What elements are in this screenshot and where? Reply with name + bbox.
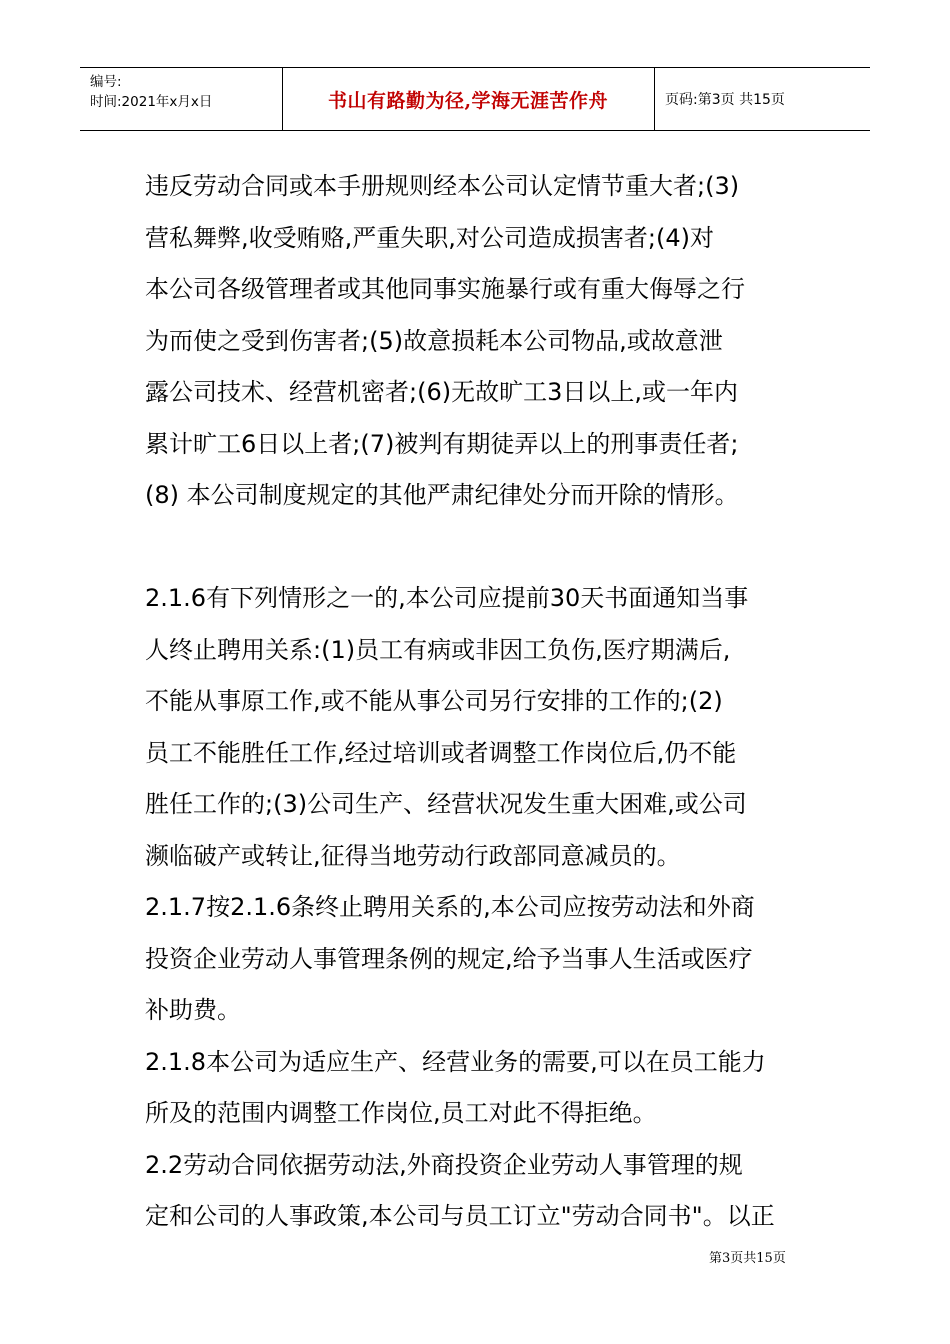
text-line: 补助费。 [145, 996, 241, 1024]
page-header [80, 67, 870, 131]
text-line: 2.1.6有下列情形之一的,本公司应提前30天书面通知当事 [145, 584, 749, 612]
text-line: 营私舞弊,收受贿赂,严重失职,对公司造成损害者;(4)对 [145, 223, 714, 252]
text-line: 员工不能胜任工作,经过培训或者调整工作岗位后,仍不能 [145, 738, 737, 767]
text-line: 违反劳动合同或本手册规则经本公司认定情节重大者;(3) [145, 172, 740, 200]
header-page-info: 页码:第3页 共15页 [665, 92, 785, 108]
document-date: 时间:2021年x月x日 [90, 94, 213, 110]
text-line: 2.1.8本公司为适应生产、经营业务的需要,可以在员工能力 [145, 1047, 766, 1076]
text-line: 投资企业劳动人事管理条例的规定,给予当事人生活或医疗 [145, 944, 753, 973]
text-line: 胜任工作的;(3)公司生产、经营状况发生重大困难,或公司 [145, 790, 747, 818]
text-line: 不能从事原工作,或不能从事公司另行安排的工作的;(2) [145, 687, 723, 715]
page-footer: 第3页共15页 [709, 1251, 786, 1266]
document-body [145, 161, 835, 1243]
document-number-label: 编号: [90, 74, 122, 90]
text-line: 本公司各级管理者或其他同事实施暴行或有重大侮辱之行 [145, 275, 745, 303]
text-line: 露公司技术、经营机密者;(6)无故旷工3日以上,或一年内 [145, 378, 738, 406]
text-line: 定和公司的人事政策,本公司与员工订立"劳动合同书"。以正 [145, 1202, 775, 1230]
text-line: 人终止聘用关系:(1)员工有病或非因工负伤,医疗期满后, [145, 635, 731, 664]
text-line: 为而使之受到伤害者;(5)故意损耗本公司物品,或故意泄 [145, 326, 723, 355]
header-divider-right [654, 68, 655, 130]
text-line: 2.2劳动合同依据劳动法,外商投资企业劳动人事管理的规 [145, 1150, 743, 1179]
text-line: 2.1.7按2.1.6条终止聘用关系的,本公司应按劳动法和外商 [145, 893, 755, 921]
text-line: 濒临破产或转让,征得当地劳动行政部同意减员的。 [145, 841, 681, 870]
paragraph-gap [145, 522, 835, 574]
header-meta [90, 72, 212, 112]
text-line: 累计旷工6日以上者;(7)被判有期徒弄以上的刑事责任者; [145, 429, 739, 458]
header-motto: 书山有路勤为径,学海无涯苦作舟 [327, 89, 609, 112]
text-line: (8) 本公司制度规定的其他严肃纪律处分而开除的情形。 [145, 481, 739, 509]
text-line: 所及的范围内调整工作岗位,员工对此不得拒绝。 [145, 1099, 657, 1127]
